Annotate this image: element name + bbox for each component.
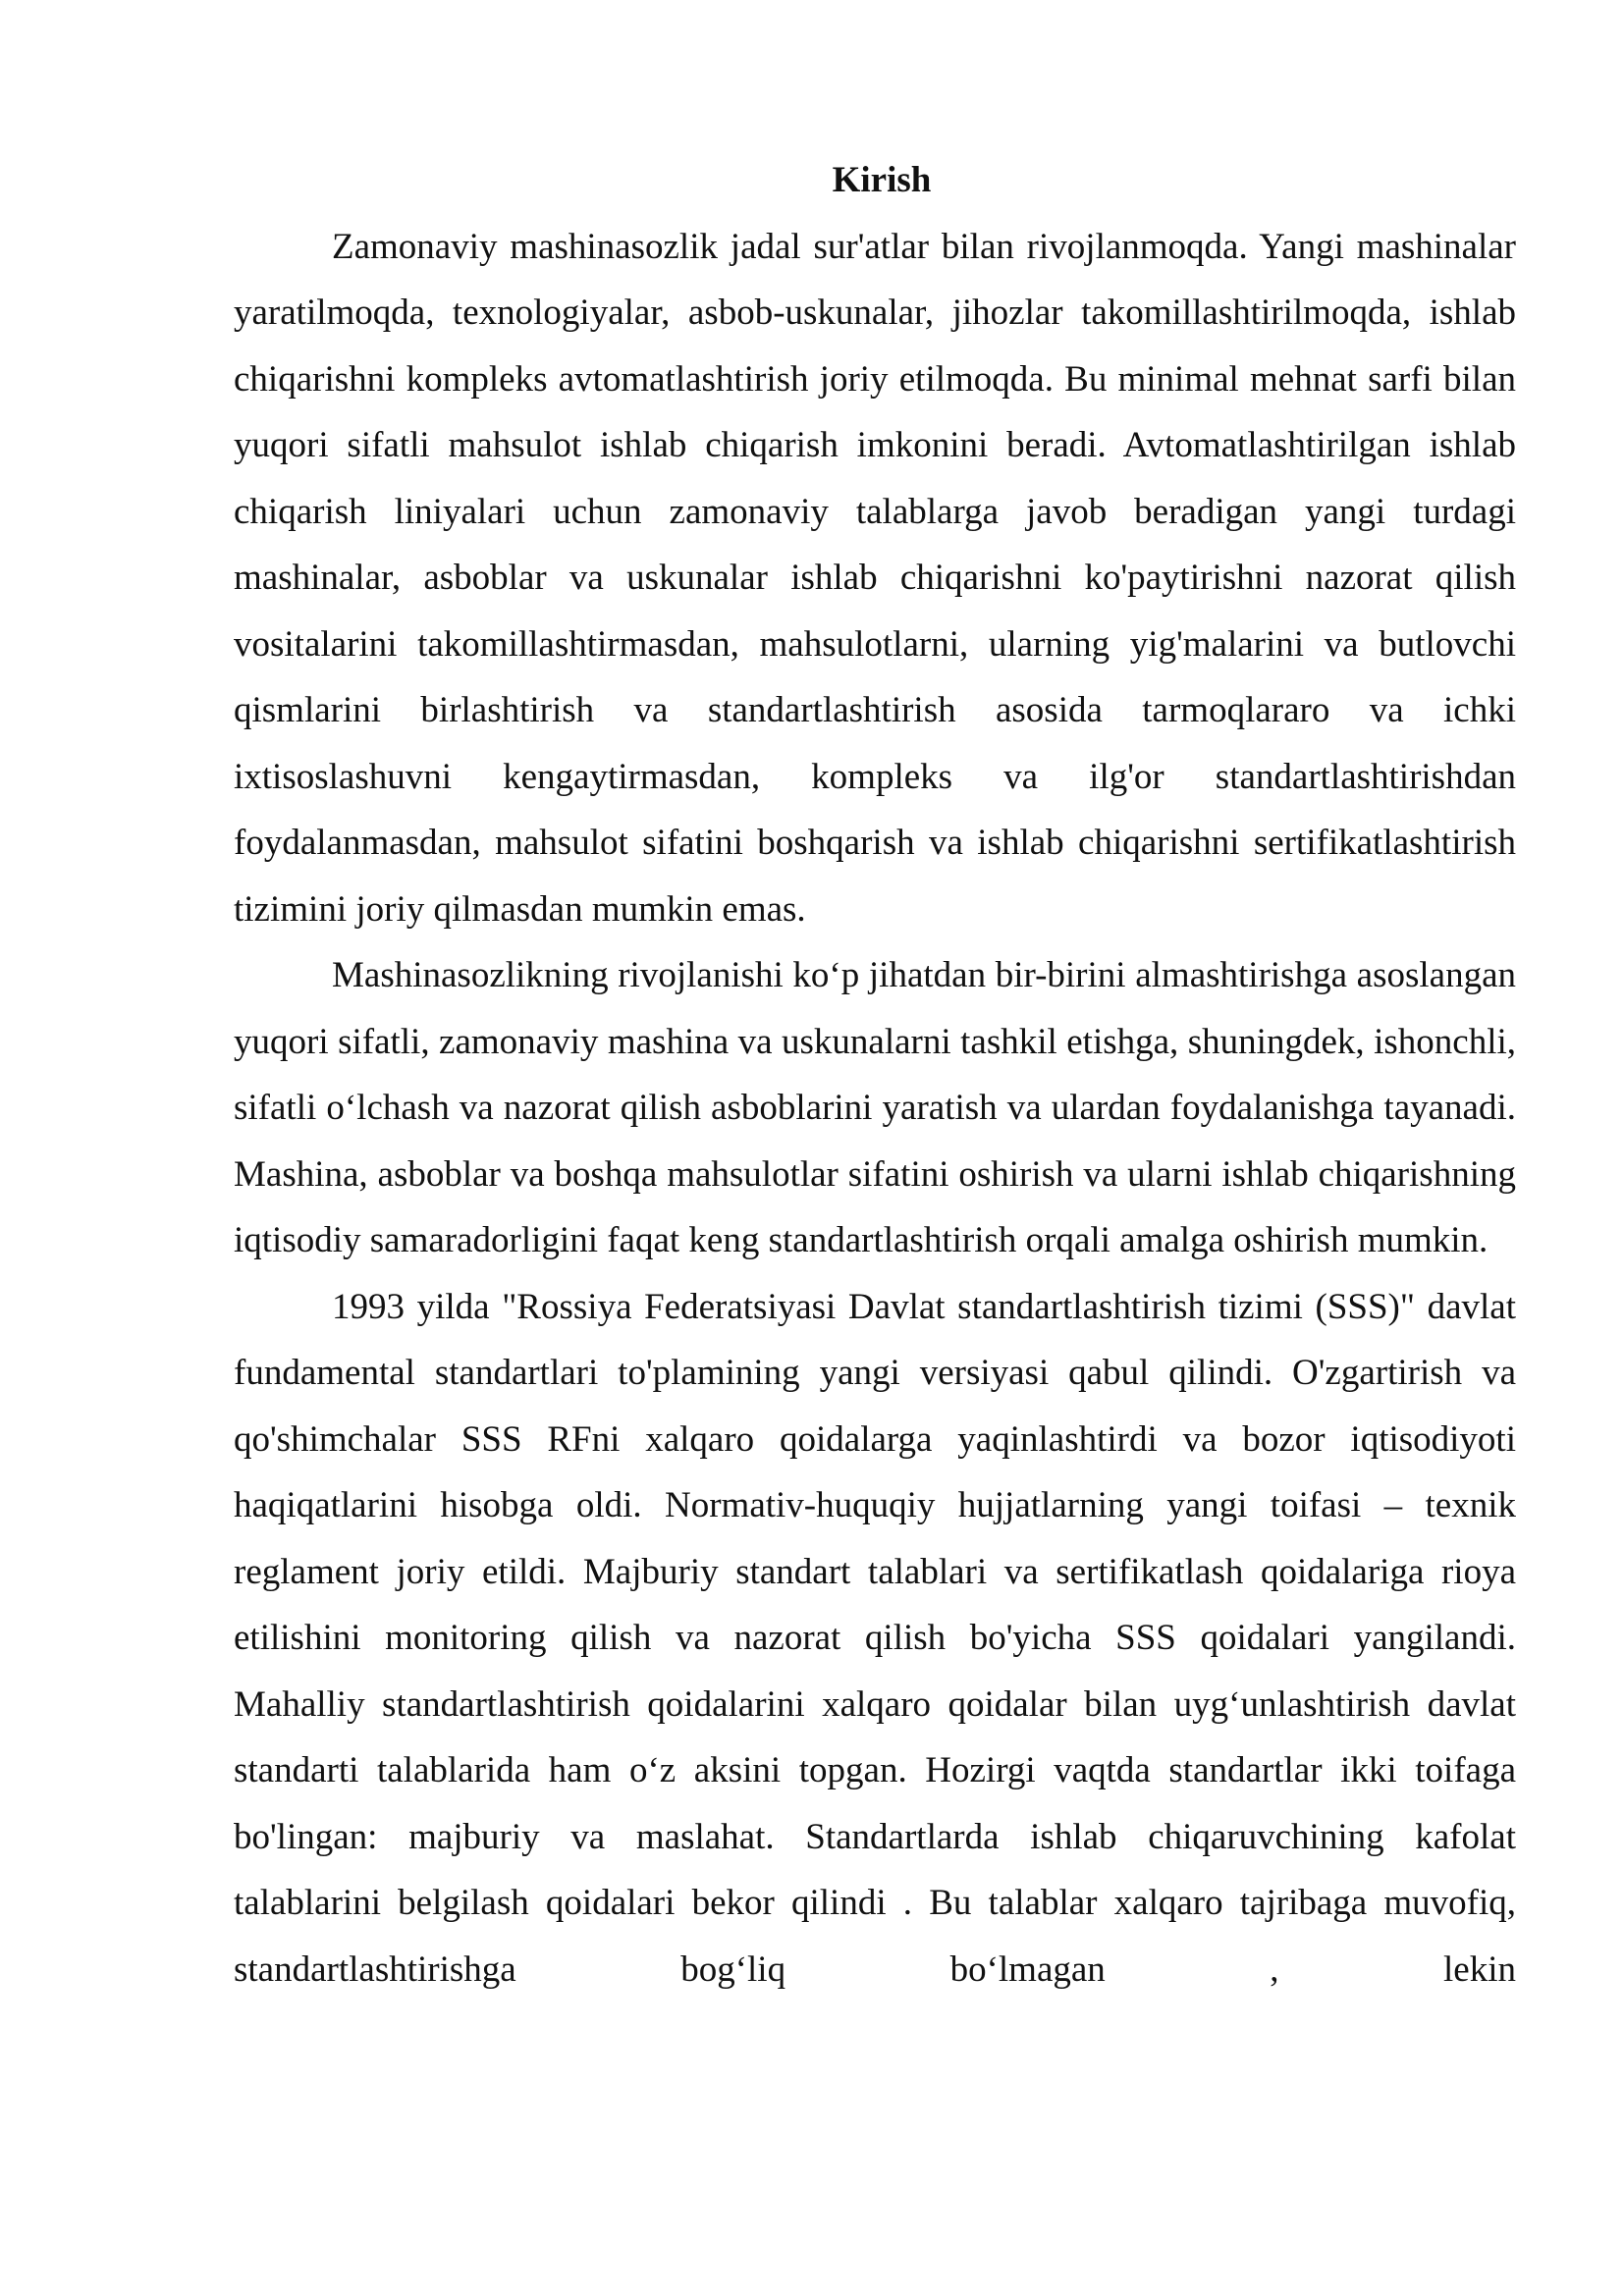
paragraph-3: 1993 yilda "Rossiya Federatsiyasi Davlat standartlashtirish tizimi (SSS)" davlat fundamental standartlari to'plamining yangi versiyasi qabul qilindi. O'zgartirish va qo'shimchalar SSS RFni xalqaro qoidalarga yaqinlashtirdi va bozor iqtisodiyoti haqiqatlarini hisobga oldi. Normativ-huquqiy hujjatlarning yangi toifasi – texnik reglament joriy etildi. Majburiy standart talablari va sertifikatlash qoidalariga rioya etilishini monitoring qilish va nazorat qilish bo'yicha SSS qoidalari yangilandi. Mahalliy standartlashtirish qoidalarini xalqaro qoidalar bilan uyg‘unlashtirish davlat standarti talablarida ham o‘z aksini topgan. Hozirgi vaqtda standartlar ikki toifaga bo'lingan: majburiy va maslahat. Standartlarda ishlab chiqaruvchining kafolat talablarini belgilash qoidalari bekor qilindi . Bu talablar xalqaro tajribaga muvofiq, standartlashtirishga bog‘liq bo‘lmagan , lekin bbox=[234, 1286, 1516, 1990]
document-title: Kirish bbox=[832, 160, 932, 200]
paragraph-1: Zamonaviy mashinasozlik jadal sur'atlar bilan rivojlanmoqda. Yangi mashinalar yaratilmoqda, texnologiyalar, asbob-uskunalar, jihozlar takomillashtirilmoqda, ishlab chiqarishni kompleks avtomatlashtirish joriy etilmoqda. Bu minimal mehnat sarfi bilan yuqori sifatli mahsulot ishlab chiqarish imkonini beradi. Avtomatlashtirilgan ishlab chiqarish liniyalari uchun zamonaviy talablarga javob beradigan yangi turdagi mashinalar, asboblar va uskunalar ishlab chiqarishni ko'paytirishni nazorat qilish vositalarini takomillashtirmasdan, mahsulotlarni, ularning yig'malarini va butlovchi qismlarini birlashtirish va standartlashtirish asosida tarmoqlararo va ichki ixtisoslashuvni kengaytirmasdan, kompleks va ilg'or standartlashtirishdan foydalanmasdan, mahsulot sifatini boshqarish va ishlab chiqarishni sertifikatlashtirish tizimini joriy qilmasdan mumkin emas. bbox=[234, 226, 1516, 930]
paragraph-2: Mashinasozlikning rivojlanishi ko‘p jihatdan bir-birini almashtirishga asoslangan yuqori sifatli, zamonaviy mashina va uskunalarni tashkil etishga, shuningdek, ishonchli, sifatli o‘lchash va nazorat qilish asboblarini yaratish va ulardan foydalanishga tayanadi. Mashina, asboblar va boshqa mahsulotlar sifatini oshirish va ularni ishlab chiqarishning iqtisodiy samaradorligini faqat keng standartlashtirish orqali amalga oshirish mumkin. bbox=[234, 955, 1516, 1260]
document-body bbox=[234, 147, 1516, 2002]
